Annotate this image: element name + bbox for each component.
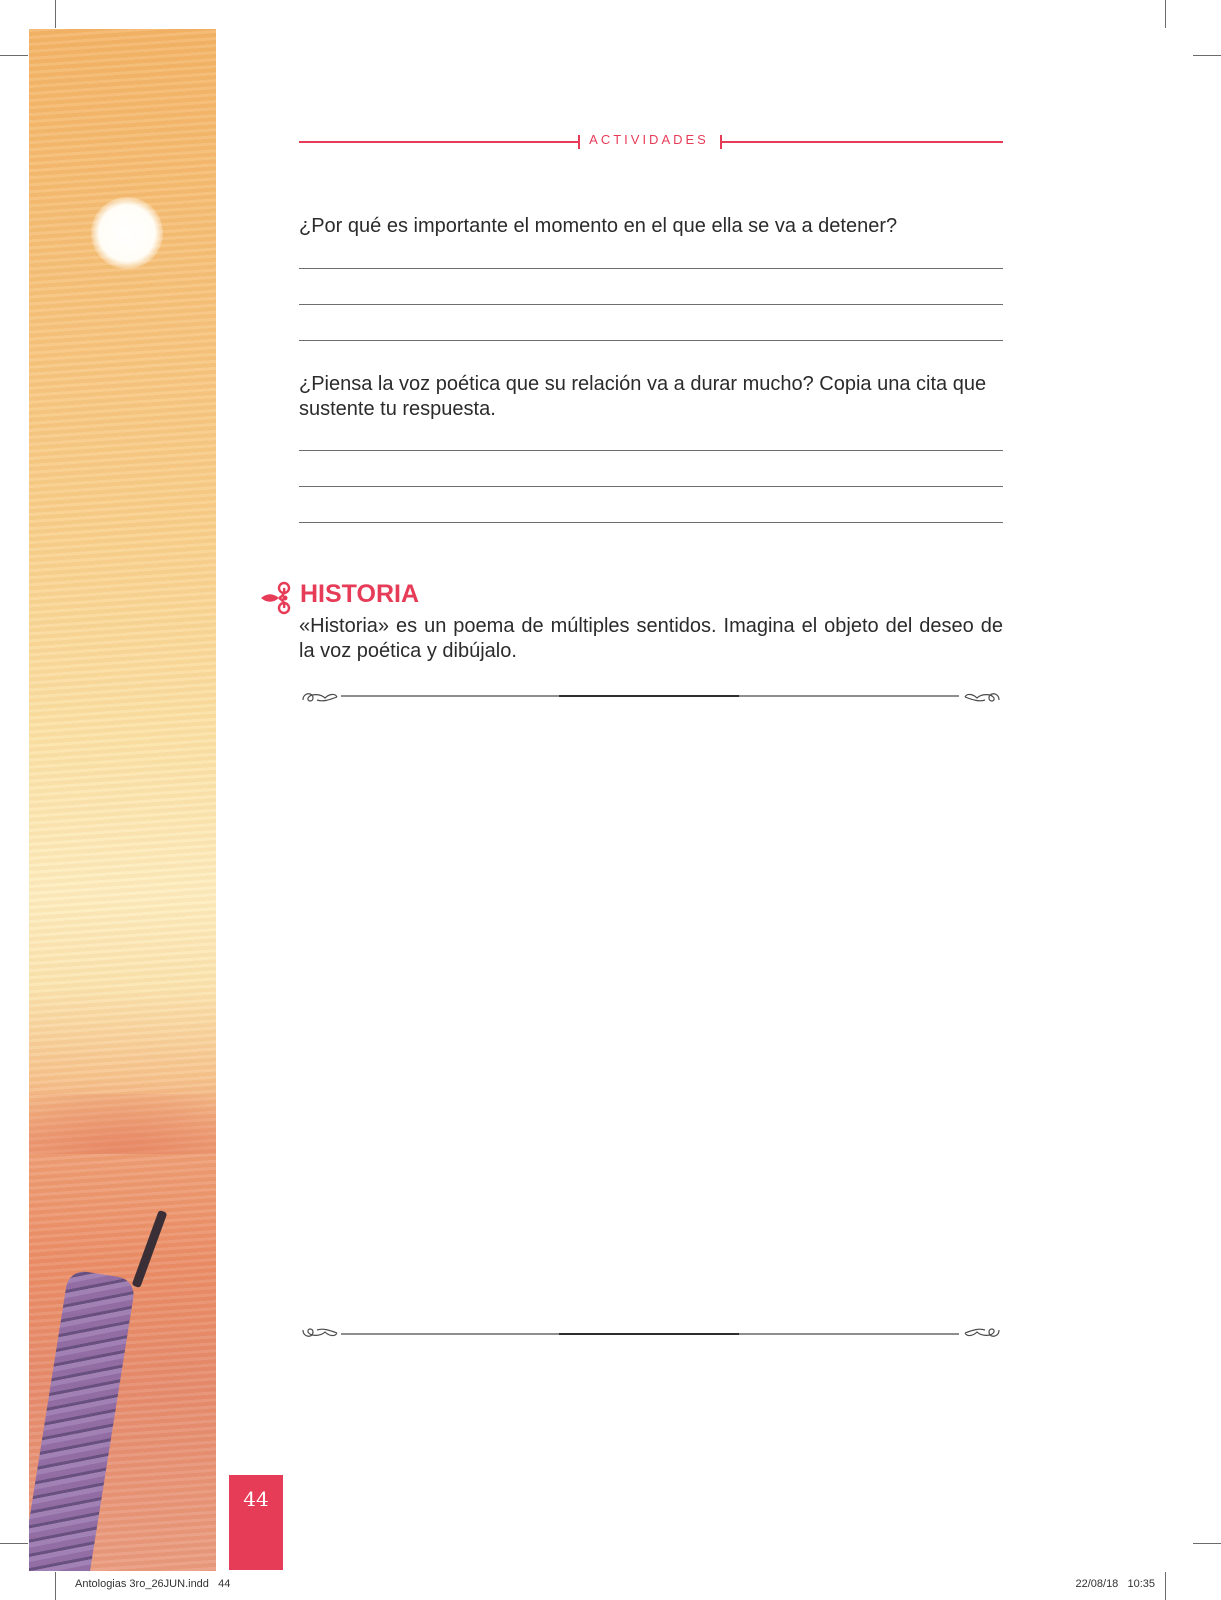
flourish-divider-bottom xyxy=(299,1324,1003,1344)
slug-filename: Antologias 3ro_26JUN.indd 44 xyxy=(75,1578,231,1590)
crop-mark xyxy=(55,0,56,28)
crop-mark xyxy=(55,1572,56,1600)
fleuron-icon xyxy=(259,580,295,616)
crop-mark xyxy=(1165,1572,1166,1600)
question-1: ¿Por qué es importante el momento en el que ella se va a detener? xyxy=(299,215,898,237)
answer-line[interactable] xyxy=(299,486,1003,487)
answer-line[interactable] xyxy=(299,268,1003,269)
header-label: ACTIVIDADES xyxy=(589,132,709,147)
header-rule-left xyxy=(299,141,579,143)
crop-mark xyxy=(0,55,28,56)
page-number: 44 xyxy=(229,1475,283,1570)
slug-date: 22/08/18 10:35 xyxy=(1075,1578,1155,1590)
section-instructions: «Historia» es un poema de múltiples sentidos. Imagina el objeto del deseo de la voz poética y dibújalo. xyxy=(299,615,1003,662)
sunset-illustration xyxy=(29,29,216,1571)
sun xyxy=(91,197,163,269)
flourish-divider-top xyxy=(299,688,1003,708)
drawing-area[interactable] xyxy=(299,710,1003,1320)
answer-line[interactable] xyxy=(299,304,1003,305)
header-rule-right xyxy=(720,141,1003,143)
question-2: ¿Piensa la voz poética que su relación va a durar mucho? Copia una cita que sustente tu respuesta. xyxy=(299,373,987,420)
answer-line[interactable] xyxy=(299,450,1003,451)
crop-mark xyxy=(0,1543,28,1544)
header-tick-left xyxy=(578,135,580,149)
crop-mark xyxy=(1193,1543,1221,1544)
section-title: HISTORIA xyxy=(300,580,419,608)
answer-line[interactable] xyxy=(299,340,1003,341)
horizon-glow xyxy=(29,1094,216,1154)
crop-mark xyxy=(1165,0,1166,28)
answer-line[interactable] xyxy=(299,522,1003,523)
crop-mark xyxy=(1193,55,1221,56)
